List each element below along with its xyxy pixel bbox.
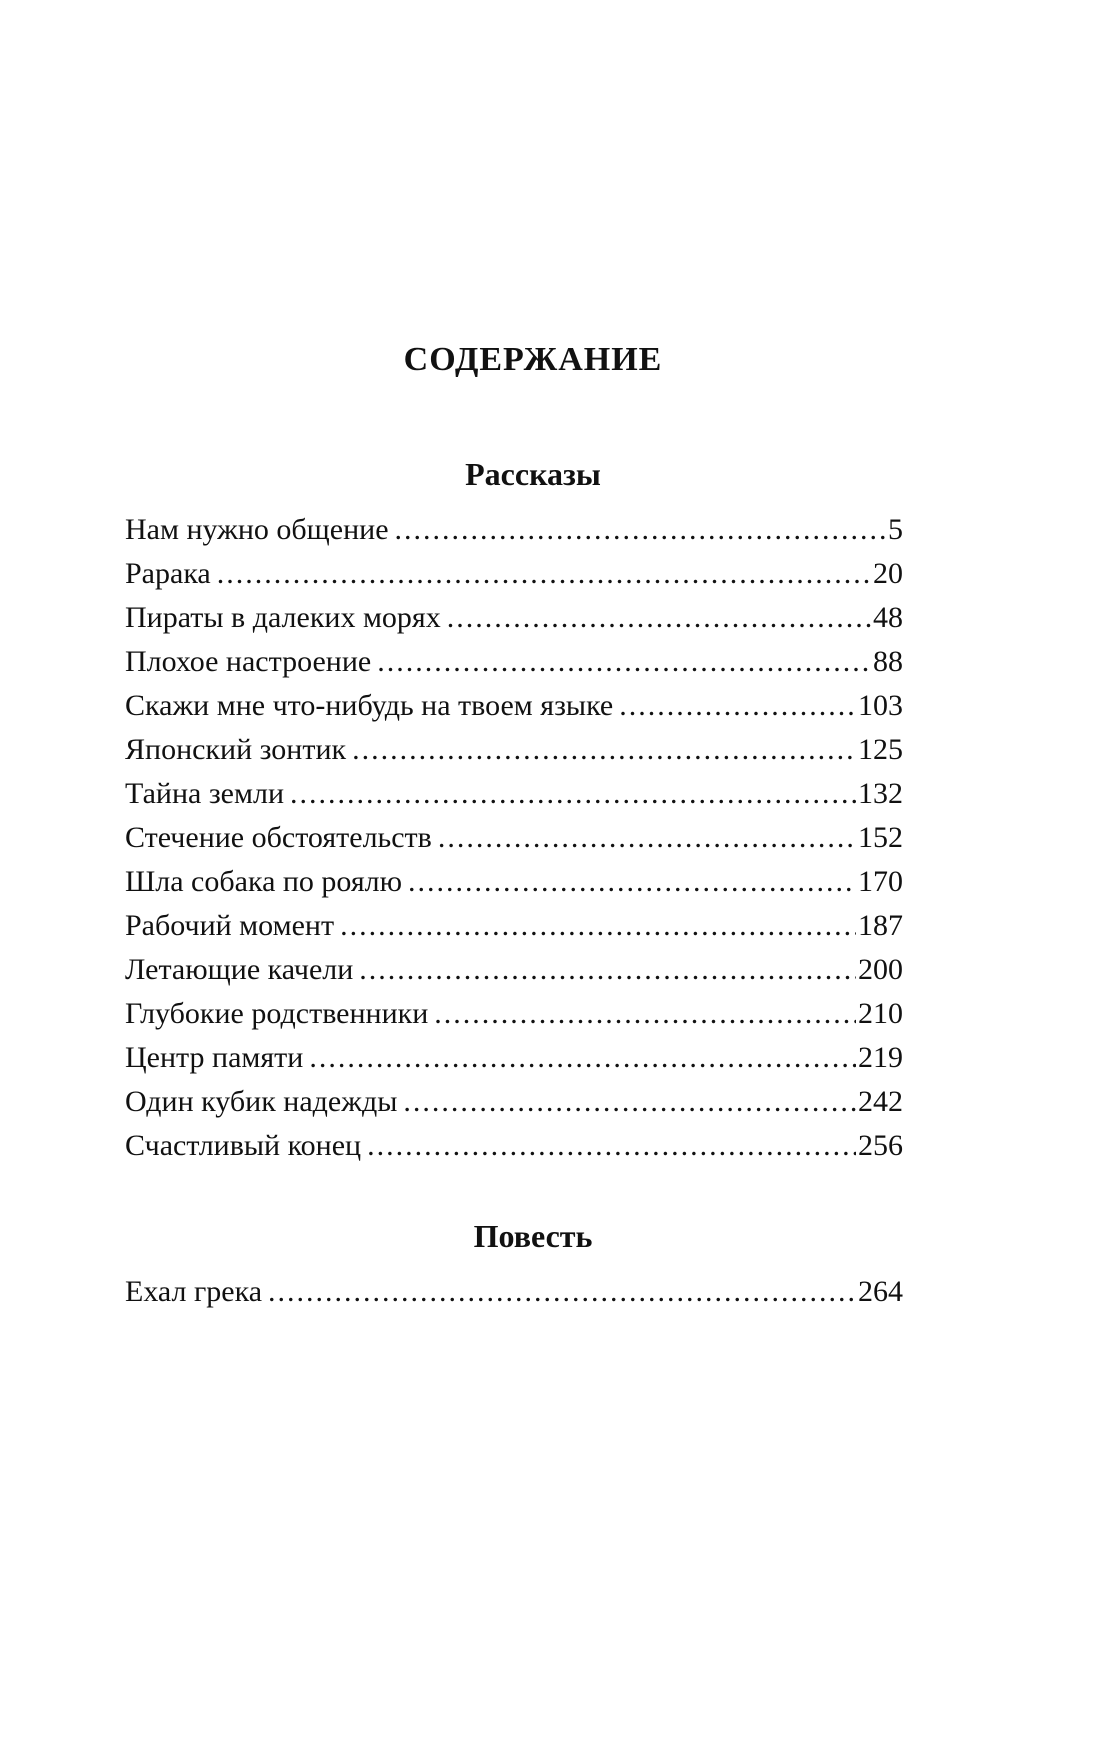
dot-leader [367,1124,856,1168]
entry-title: Стечение обстоятельств [125,821,432,854]
dot-leader [403,1080,856,1124]
toc-entry [125,1124,903,1168]
dot-leader [309,1036,856,1080]
toc-list-novella [125,1270,903,1314]
toc-entry [125,596,903,640]
entry-page-number: 88 [873,645,903,678]
toc-entry [125,948,903,992]
dot-leader [268,1270,856,1314]
page-title: СОДЕРЖАНИЕ [403,341,663,378]
entry-page-number: 210 [858,997,903,1030]
entry-title: Счастливый конец [125,1129,362,1162]
entry-title: Тайна земли [125,777,284,810]
dot-leader [352,728,856,772]
entry-page-number: 187 [858,909,903,942]
toc-entry [125,992,903,1036]
dot-leader [217,552,871,596]
section-heading-stories: Рассказы [465,456,601,492]
entry-title: Плохое настроение [125,645,372,678]
toc-entry [125,1080,903,1124]
entry-page-number: 170 [858,865,903,898]
toc-entry [125,1036,903,1080]
entry-page-number: 5 [888,513,903,546]
entry-page-number: 125 [858,733,903,766]
toc-entry [125,640,903,684]
entry-title: Японский зонтик [125,733,347,766]
toc-entry [125,772,903,816]
toc-entry [125,552,903,596]
entry-title: Один кубик надежды [125,1085,398,1118]
dot-leader [290,772,856,816]
entry-title: Летающие качели [125,953,354,986]
entry-page-number: 152 [858,821,903,854]
dot-leader [447,596,871,640]
entry-page-number: 48 [873,601,903,634]
entry-page-number: 103 [858,689,903,722]
toc-entry [125,684,903,728]
dot-leader [359,948,856,992]
entry-page-number: 264 [858,1275,903,1308]
section-heading-novella: Повесть [473,1218,593,1254]
entry-title: Глубокие родственники [125,997,429,1030]
entry-title: Пираты в далеких морях [125,601,441,634]
toc-entry [125,904,903,948]
toc-entry [125,816,903,860]
entry-page-number: 242 [858,1085,903,1118]
toc-entry [125,1270,903,1314]
entry-title: Центр памяти [125,1041,304,1074]
entry-page-number: 200 [858,953,903,986]
dot-leader [438,816,856,860]
entry-page-number: 20 [873,557,903,590]
dot-leader [340,904,856,948]
dot-leader [619,684,856,728]
dot-leader [377,640,871,684]
entry-page-number: 256 [858,1129,903,1162]
toc-entry [125,508,903,552]
entry-title: Скажи мне что-нибудь на твоем языке [125,689,614,722]
entry-title: Нам нужно общение [125,513,389,546]
toc-entry [125,860,903,904]
entry-title: Рабочий момент [125,909,335,942]
entry-title: Ехал грека [125,1275,263,1308]
entry-title: Рарака [125,557,211,590]
entry-page-number: 219 [858,1041,903,1074]
dot-leader [434,992,856,1036]
entry-title: Шла собака по роялю [125,865,403,898]
entry-page-number: 132 [858,777,903,810]
dot-leader [395,508,886,552]
toc-list-stories [125,508,903,1168]
dot-leader [408,860,856,904]
toc-entry [125,728,903,772]
